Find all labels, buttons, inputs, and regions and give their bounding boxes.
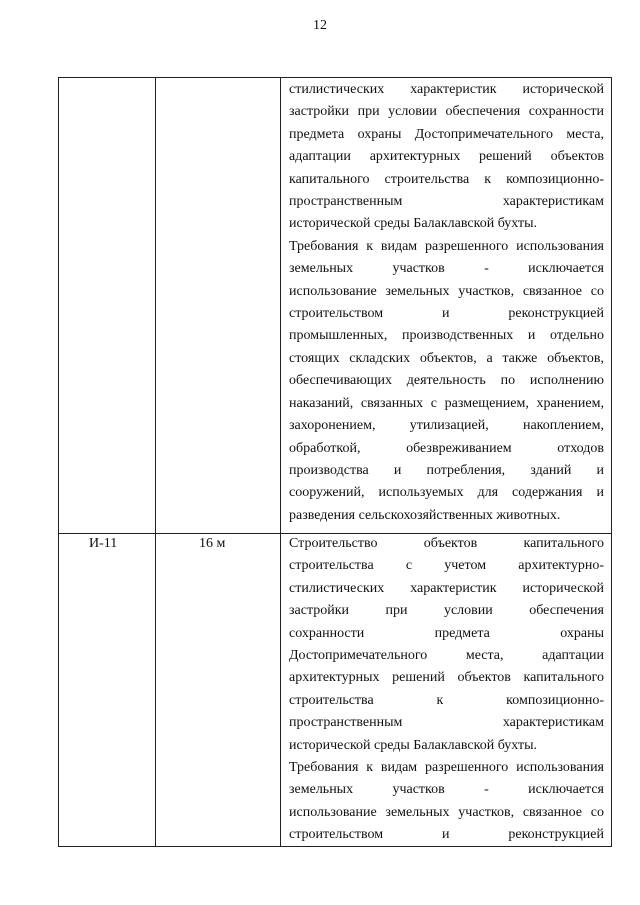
- text-line: стилистических характеристик исторической: [289, 82, 604, 97]
- text-line: строительством и реконструкцией: [289, 827, 604, 843]
- zoning-table: [58, 77, 612, 847]
- text-line: адаптации архитектурных решений объектов: [289, 149, 604, 165]
- text-line: архитектурных решений объектов капитального: [289, 670, 604, 686]
- text-line: пространственным характеристикам: [289, 194, 604, 210]
- row2-paragraph-2: [289, 757, 604, 847]
- text-line: использование земельных участков, связанное со: [289, 283, 604, 299]
- text-line: обеспечивающих деятельность по исполнению: [289, 373, 604, 389]
- column-divider-2: [280, 78, 281, 846]
- text-line: Строительство объектов капитального: [289, 536, 604, 551]
- text-line: строительством и реконструкцией: [289, 306, 604, 322]
- text-line: земельных участков - исключается: [289, 261, 604, 277]
- text-line: Требования к видам разрешенного использования: [289, 760, 604, 776]
- text-line: застройки при условии обеспечения: [289, 603, 604, 619]
- text-line: сооружений, используемых для содержания и: [289, 485, 604, 501]
- text-line: капитального строительства к композиционно-: [289, 171, 604, 187]
- text-line: Достопримечательного места, адаптации: [289, 648, 604, 664]
- text-line: разведения сельскохозяйственных животных.: [289, 507, 561, 523]
- text-line: строительства к композиционно-: [289, 692, 604, 708]
- text-line: исторической среды Балаклавской бухты.: [289, 737, 537, 753]
- text-line: Требования к видам разрешенного использования: [289, 238, 604, 254]
- text-line: исторической среды Балаклавской бухты.: [289, 216, 537, 232]
- text-line: стоящих складских объектов, а также объектов,: [289, 350, 604, 366]
- text-line: обработкой, обезвреживанием отходов: [289, 440, 604, 456]
- row1-paragraph-1: [289, 79, 604, 236]
- column-divider-1: [155, 78, 156, 846]
- text-line: производства и потребления, зданий и: [289, 462, 604, 478]
- text-line: предмета охраны Достопримечательного места,: [289, 126, 604, 142]
- page-number: 12: [313, 18, 327, 33]
- row1-paragraph-2: [289, 236, 604, 527]
- row2-paragraph-1: [289, 533, 604, 757]
- row1-requirements-text: [289, 79, 604, 527]
- text-line: застройки при условии обеспечения сохранности: [289, 104, 604, 120]
- text-line: пространственным характеристикам: [289, 715, 604, 731]
- text-line: использование земельных участков, связанное со: [289, 804, 604, 820]
- text-line: земельных участков - исключается: [289, 782, 604, 798]
- row2-max-height: 16 м: [199, 536, 226, 551]
- text-line: наказаний, связанных с размещением, хранением,: [289, 395, 604, 411]
- text-line: стилистических характеристик исторической: [289, 580, 604, 596]
- text-line: строительства с учетом архитектурно-: [289, 558, 604, 574]
- text-line: сохранности предмета охраны: [289, 625, 604, 641]
- text-line: промышленных, производственных и отдельно: [289, 328, 604, 344]
- row2-requirements-text: [289, 533, 604, 847]
- text-line: захоронением, утилизацией, накоплением,: [289, 418, 604, 434]
- row2-zone-code: И-11: [89, 536, 118, 551]
